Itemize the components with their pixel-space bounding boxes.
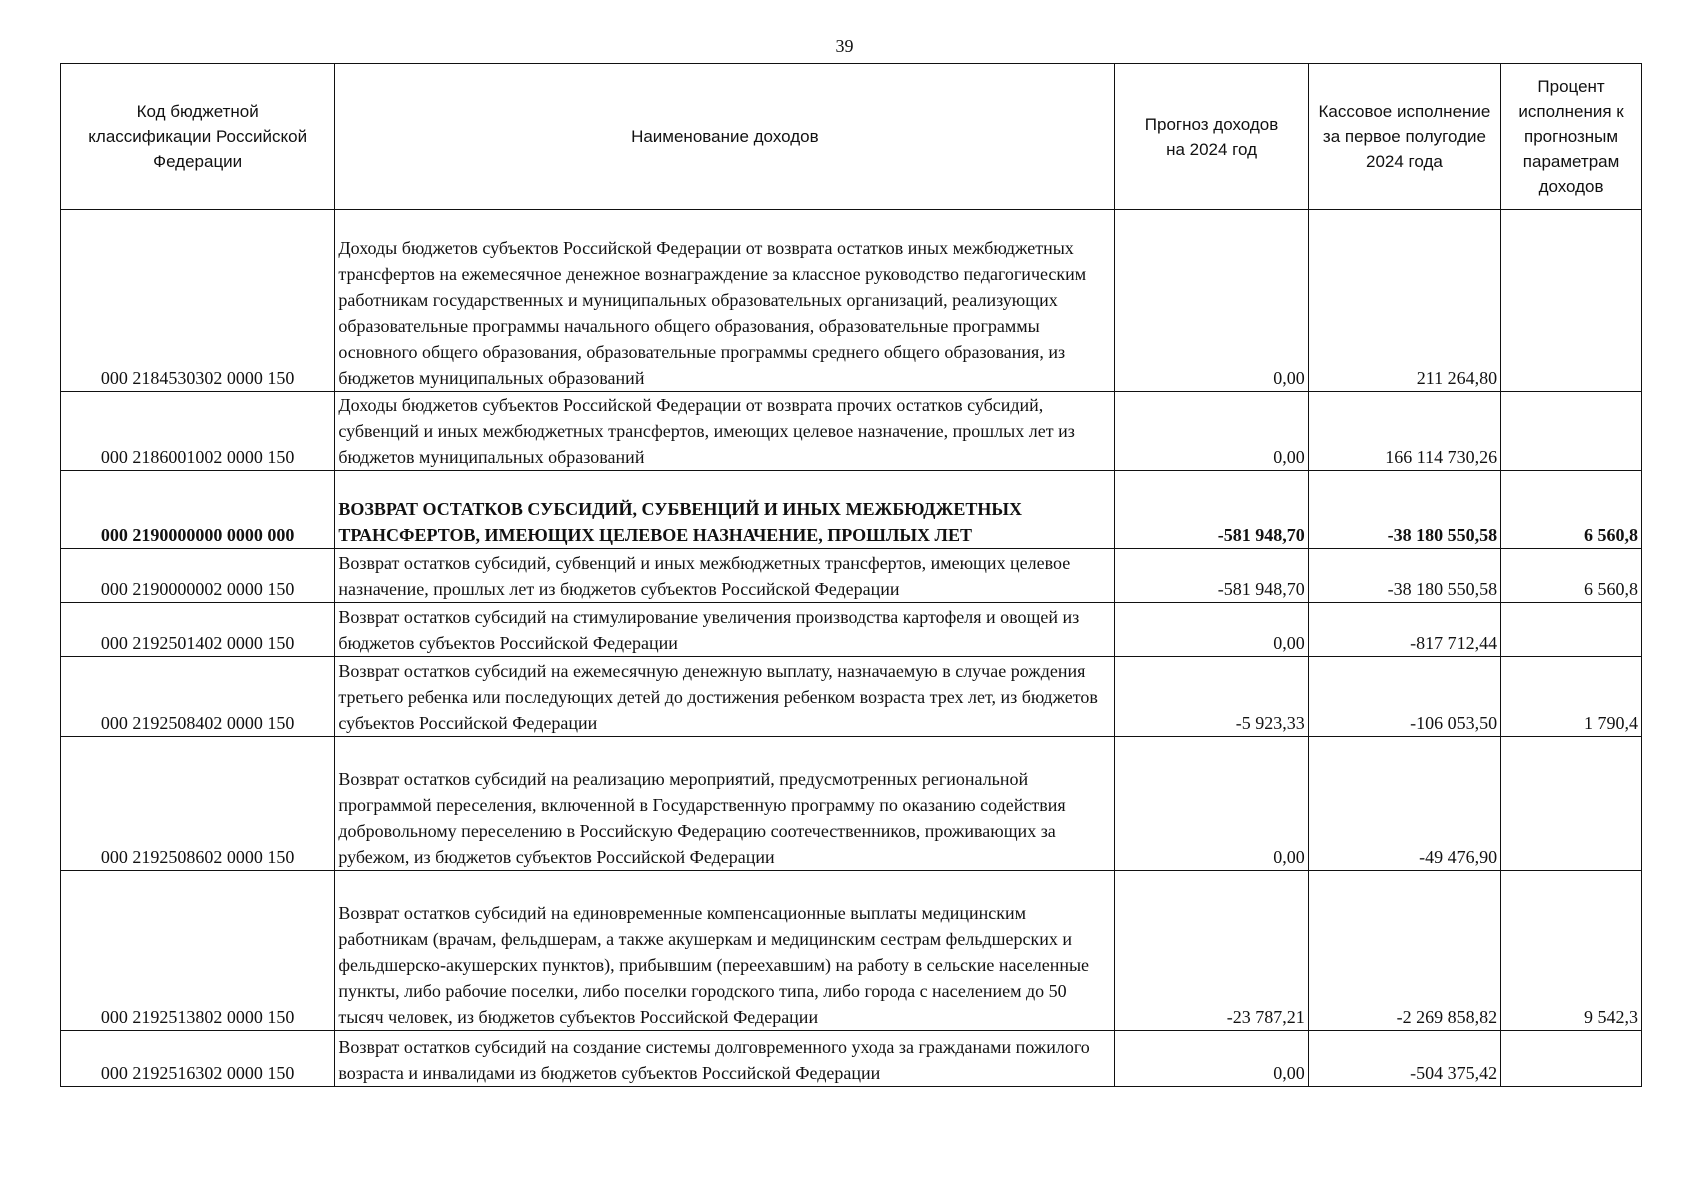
- cell-name: Возврат остатков субсидий на реализацию мероприятий, предусмотренных региональной программой переселения, включенной в Государственную программу по оказанию содействия добровольному переселению в Российскую Федерацию соотечественников, проживающих за рубежом, из бюджетов субъектов Российской Федерации: [335, 737, 1115, 871]
- cell-forecast: 0,00: [1115, 1031, 1308, 1087]
- cell-code: 000 2192513802 0000 150: [61, 871, 335, 1031]
- cell-percent: 6 560,8: [1501, 549, 1642, 603]
- cell-code: 000 2184530302 0000 150: [61, 210, 335, 392]
- table-row: [61, 657, 1642, 737]
- cell-percent: 1 790,4: [1501, 657, 1642, 737]
- header-execution: Кассовое исполнение за первое полугодие 2024 года: [1308, 64, 1500, 210]
- cell-percent: [1501, 210, 1642, 392]
- cell-code: 000 2190000000 0000 000: [61, 471, 335, 549]
- cell-execution: -38 180 550,58: [1308, 471, 1500, 549]
- cell-name: Возврат остатков субсидий на стимулирование увеличения производства картофеля и овощей из бюджетов субъектов Российской Федерации: [335, 603, 1115, 657]
- cell-percent: [1501, 737, 1642, 871]
- cell-execution: -106 053,50: [1308, 657, 1500, 737]
- cell-execution: 166 114 730,26: [1308, 392, 1500, 471]
- header-forecast: Прогноз доходов на 2024 год: [1115, 64, 1308, 210]
- table-row: [61, 1031, 1642, 1087]
- cell-percent: 9 542,3: [1501, 871, 1642, 1031]
- cell-percent: [1501, 603, 1642, 657]
- cell-name: Доходы бюджетов субъектов Российской Федерации от возврата прочих остатков субсидий, субвенций и иных межбюджетных трансфертов, имеющих целевое назначение, прошлых лет из бюджетов муниципальных образований: [335, 392, 1115, 471]
- cell-forecast: 0,00: [1115, 210, 1308, 392]
- table-row: [61, 392, 1642, 471]
- cell-forecast: -581 948,70: [1115, 549, 1308, 603]
- cell-forecast: -581 948,70: [1115, 471, 1308, 549]
- cell-name: Возврат остатков субсидий на единовременные компенсационные выплаты медицинским работникам (врачам, фельдшерам, а также акушеркам и медицинским сестрам фельдшерских и фельдшерско-акушерских пунктов), прибывшим (переехавшим) на работу в сельские населенные пункты, либо рабочие поселки, либо поселки городского типа, либо города с населением до 50 тысяч человек, из бюджетов субъектов Российской Федерации: [335, 871, 1115, 1031]
- cell-forecast: -5 923,33: [1115, 657, 1308, 737]
- budget-table: [60, 63, 1642, 1087]
- table-row: [61, 603, 1642, 657]
- header-percent: Процент исполнения к прогнозным параметрам доходов: [1501, 64, 1642, 210]
- table-row: [61, 471, 1642, 549]
- cell-execution: 211 264,80: [1308, 210, 1500, 392]
- cell-execution: -504 375,42: [1308, 1031, 1500, 1087]
- cell-execution: -38 180 550,58: [1308, 549, 1500, 603]
- cell-code: 000 2186001002 0000 150: [61, 392, 335, 471]
- cell-percent: [1501, 392, 1642, 471]
- cell-percent: [1501, 1031, 1642, 1087]
- cell-name: Возврат остатков субсидий на ежемесячную денежную выплату, назначаемую в случае рождения третьего ребенка или последующих детей до достижения ребенком возраста трех лет, из бюджетов субъектов Российской Федерации: [335, 657, 1115, 737]
- cell-code: 000 2192516302 0000 150: [61, 1031, 335, 1087]
- header-row: [61, 64, 1642, 210]
- cell-forecast: 0,00: [1115, 392, 1308, 471]
- cell-forecast: 0,00: [1115, 603, 1308, 657]
- cell-execution: -2 269 858,82: [1308, 871, 1500, 1031]
- table-row: [61, 210, 1642, 392]
- table-row: [61, 549, 1642, 603]
- cell-name: ВОЗВРАТ ОСТАТКОВ СУБСИДИЙ, СУБВЕНЦИЙ И ИНЫХ МЕЖБЮДЖЕТНЫХ ТРАНСФЕРТОВ, ИМЕЮЩИХ ЦЕЛЕВОЕ НАЗНАЧЕНИЕ, ПРОШЛЫХ ЛЕТ: [335, 471, 1115, 549]
- cell-percent: 6 560,8: [1501, 471, 1642, 549]
- cell-execution: -817 712,44: [1308, 603, 1500, 657]
- page-number: 39: [835, 36, 854, 56]
- cell-forecast: 0,00: [1115, 737, 1308, 871]
- table-row: [61, 737, 1642, 871]
- header-code: Код бюджетной классификации Российской Федерации: [61, 64, 335, 210]
- header-name: Наименование доходов: [335, 64, 1115, 210]
- cell-name: Возврат остатков субсидий на создание системы долговременного ухода за гражданами пожилого возраста и инвалидами из бюджетов субъектов Российской Федерации: [335, 1031, 1115, 1087]
- table-row: [61, 871, 1642, 1031]
- cell-code: 000 2192508602 0000 150: [61, 737, 335, 871]
- cell-code: 000 2192508402 0000 150: [61, 657, 335, 737]
- cell-code: 000 2190000002 0000 150: [61, 549, 335, 603]
- cell-name: Возврат остатков субсидий, субвенций и иных межбюджетных трансфертов, имеющих целевое назначение, прошлых лет из бюджетов субъектов Российской Федерации: [335, 549, 1115, 603]
- cell-name: Доходы бюджетов субъектов Российской Федерации от возврата остатков иных межбюджетных трансфертов на ежемесячное денежное вознаграждение за классное руководство педагогическим работникам государственных и муниципальных образовательных организаций, реализующих образовательные программы начального общего образования, образовательные программы основного общего образования, образовательные программы среднего общего образования, из бюджетов муниципальных образований: [335, 210, 1115, 392]
- cell-code: 000 2192501402 0000 150: [61, 603, 335, 657]
- cell-forecast: -23 787,21: [1115, 871, 1308, 1031]
- cell-execution: -49 476,90: [1308, 737, 1500, 871]
